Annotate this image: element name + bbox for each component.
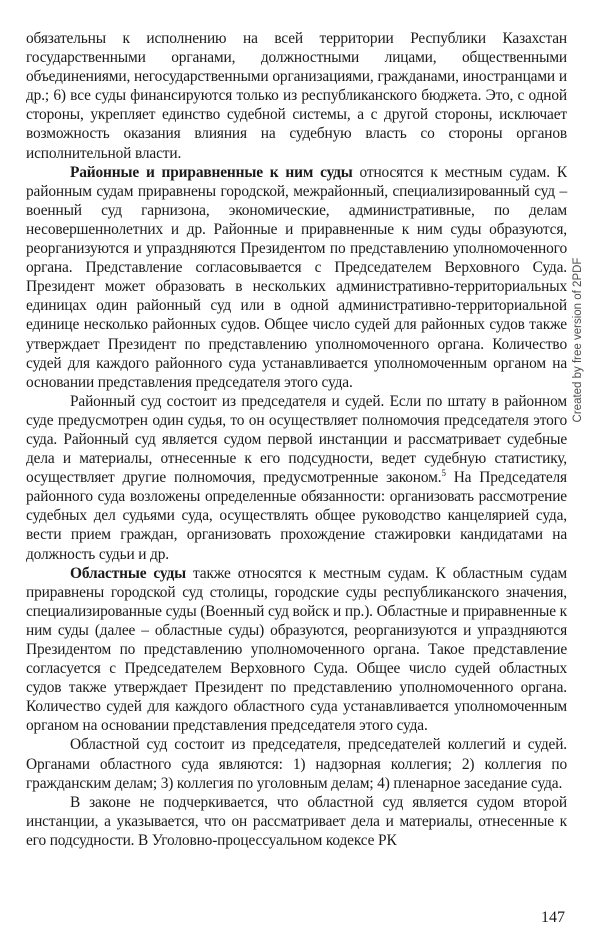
paragraph-1 (26, 29, 567, 163)
paragraph-4 (26, 564, 567, 736)
paragraph-5-text: Областной суд состоит из председателя, председателей коллегий и судей. Органами областного суда являются: 1) надзорная коллегия; 2) коллегия по гражданским делам; 3) коллегия по уголовным делам; 4) пленарное заседание суда. (26, 736, 567, 792)
paragraph-6-text: В законе не подчеркивается, что областной суд является судом второй инстанции, а указывается, что он рассматривает дела и материалы, отнесенные к его подсудности. В Уголовно-процессуальном кодексе РК (26, 793, 567, 849)
paragraph-6 (26, 793, 567, 850)
paragraph-2 (26, 163, 567, 392)
paragraph-3-text-after: На Председателя районного суда возложены определенные обязанности: организовать рассмотрение судебных дел судьями суда, осуществлять общее руководство канцелярией суда, вести прием граждан, организовать прохождение стажировки кандидатами на должность судьи и др. (26, 469, 567, 563)
footnote-marker: 5 (441, 468, 446, 479)
paragraph-4-heading: Областные суды (70, 564, 186, 582)
paragraph-3 (26, 392, 567, 564)
paragraph-2-text: относятся к местным судам. К районным судам приравнены городской, межрайонный, специализированный суд – военный суд гарнизона, экономические, административные, по делам несовершеннолетних и др. Районные и приравненные к ним суды образуются, реорганизуются и упраздняются Президентом по представлению уполномоченного органа. Представление согласовывается с Председателем Верховного Суда. Президент может образовать в нескольких административно-территориальных единицах один районный суд или в одной административно-территориальной единице несколько районных судов. Общее число судей для районных судов также утверждает Президент по представлению уполномоченного органа. Количество судей для каждого районного суда устанавливается уполномоченным органом на основании представления председателя этого суда. (26, 163, 567, 391)
paragraph-2-heading: Районные и приравненные к ним суды (70, 163, 353, 181)
paragraph-3-text: Районный суд состоит из председателя и судей. Если по штату в районном суде предусмотрен один судья, то он осуществляет полномочия председателя этого суда. Районный суд является судом первой инстанции и рассматривает судебные дела и материалы, отнесенные к его подсудности, ведет судебную статистику, осуществляет другие полномочия, предусмотренные законом. (26, 392, 567, 487)
watermark-text: Created by free version of 2PDF (572, 257, 584, 423)
paragraph-5 (26, 735, 567, 792)
page-number: 147 (541, 909, 565, 926)
paragraph-1-text: обязательны к исполнению на всей территории Республики Казахстан государственными органами, должностными лицами, общественными объединениями, негосударственными организациями, гражданами, иностранцами и др.; 6) все суды финансируются только из республиканского бюджета. Это, с одной стороны, укрепляет единство судебной системы, а с другой стороны, исключает возможность оказания влияния на судебную власть со стороны органов исполнительной власти. (26, 30, 567, 162)
page-body-text (26, 29, 567, 850)
paragraph-4-text: также относятся к местным судам. К областным судам приравнены городской суд столицы, городские суды республиканского значения, специализированные суды (Военный суд войск и пр.). Областные и приравненные к ним суды (далее – областные суды) образуются, реорганизуются и упраздняются Президентом по представлению уполномоченного органа. Такое представление согласуется с Председателем Верховного Суда. Общее число судей областных судов также утверждает Президент по представлению уполномоченного органа. Количество судей для каждого областного суда устанавливается уполномоченным органом на основании представления председателя этого суда. (26, 564, 568, 735)
